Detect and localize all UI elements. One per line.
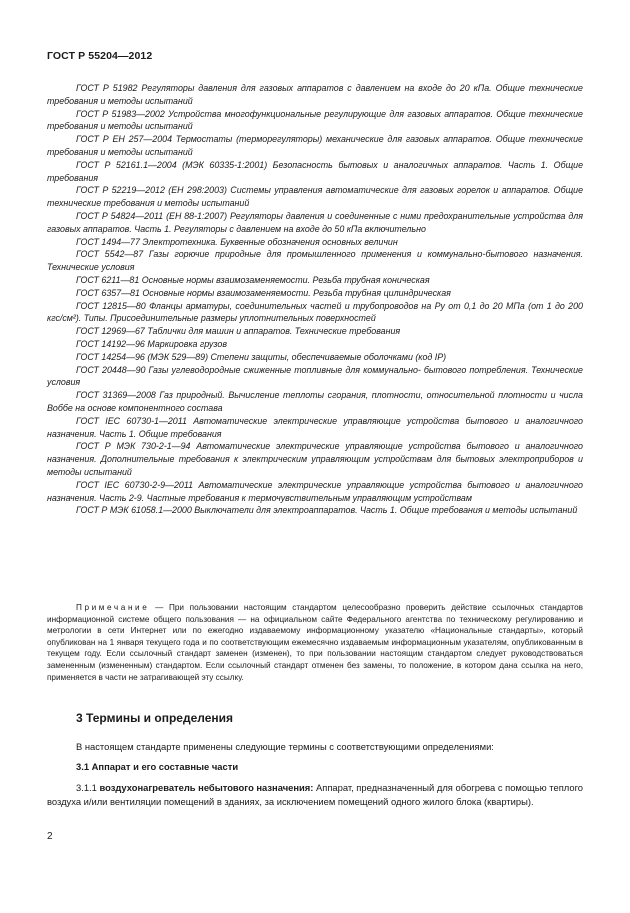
note-paragraph <box>47 602 583 683</box>
term-name: воздухонагреватель небытового назначения: <box>99 782 314 793</box>
reference-item: ГОСТ Р 54824—2011 (ЕН 88-1:2007) Регуляторы давления и соединенные с ними предохранительные устройства для газовых аппаратов. Часть 1. Регуляторы с давлением на входе до 50 кПа включительно <box>47 210 583 234</box>
reference-item: ГОСТ 5542—87 Газы горючие природные для промышленного применения и коммунально-бытового назначения. Технические условия <box>47 249 583 273</box>
normative-references-list <box>47 82 583 517</box>
reference-item: ГОСТ Р МЭК 61058.1—2000 Выключатели для электроаппаратов. Часть 1. Общие требования и методы испытаний <box>76 505 578 516</box>
document-header: ГОСТ Р 55204—2012 <box>47 50 153 62</box>
reference-item: ГОСТ 12815—80 Фланцы арматуры, соединительных частей и трубопроводов на Pу от 0,1 до 20 МПа (от 1 до 200 кгс/см²). Типы. Присоединительные размеры уплотнительных поверхностей <box>47 300 583 324</box>
page-number: 2 <box>47 831 53 842</box>
reference-item: ГОСТ Р 51982 Регуляторы давления для газовых аппаратов с давлением на входе до 20 кПа. Общие технические требования и методы испытаний <box>47 83 583 106</box>
reference-item: ГОСТ 1494—77 Электротехника. Буквенные обозначения основных величин <box>76 236 398 247</box>
subsection-title: 3.1 Аппарат и его составные части <box>76 761 239 772</box>
reference-item: ГОСТ 6357—81 Основные нормы взаимозаменяемости. Резьба трубная цилиндрическая <box>76 287 451 298</box>
reference-item: ГОСТ 6211—81 Основные нормы взаимозаменяемости. Резьба трубная коническая <box>76 274 430 285</box>
note-text: — При пользовании настоящим стандартом целесообразно проверить действие ссылочных стандартов информационной системе общего пользования — на официальном сайте Федерального агентства по техническому регулированию и метрологии в сети Интернет или по ежегодно издаваемому информационному указателю «Национальные стандарты», который опубликован на 1 января текущего года и по соответствующим ежемесячно издаваемым информационным указателям, опубликованным в текущем году. Если ссылочный стандарт заменен (изменен), то при пользовании настоящим стандартом следует руководствоваться замененным (измененным) стандартом. Если ссылочный стандарт отменен без замены, то положение, в котором дана ссылка на него, применяется в части не затрагивающей эту ссылку. <box>47 603 583 682</box>
term-number: 3.1.1 <box>76 782 97 793</box>
term-definition <box>47 781 583 809</box>
reference-item: ГОСТ Р 51983—2002 Устройства многофункциональные регулирующие для газовых аппаратов. Общие технические требования и методы испытаний <box>47 108 583 132</box>
reference-item: ГОСТ 12969—67 Таблички для машин и аппаратов. Технические требования <box>76 326 401 337</box>
reference-item: ГОСТ IEC 60730-2-9—2011 Автоматические электрические управляющие устройства бытового и аналогичного назначения. Часть 2-9. Частные требования к термочувствительным управляющим устройствам <box>47 479 583 503</box>
reference-item: ГОСТ 14254—96 (МЭК 529—89) Степени защиты, обеспечиваемые оболочками (код IP) <box>76 351 447 362</box>
reference-item: ГОСТ Р 52219—2012 (ЕН 298:2003) Системы управления автоматические для газовых горелок и аппаратов. Общие технические требования и методы испытаний <box>47 185 583 209</box>
reference-item: ГОСТ Р МЭК 730-2-1—94 Автоматические электрические управляющие устройства бытового и аналогичного назначения. Дополнительные требования к электрическим управляющим устройствам для бытовых электроприборов и методы испытаний <box>47 441 583 477</box>
note-label: Примечание <box>76 603 150 612</box>
section-title: 3 Термины и определения <box>76 711 234 725</box>
reference-item: ГОСТ Р ЕН 257—2004 Термостаты (терморегуляторы) механические для газовых аппаратов. Общие технические требования и методы испытаний <box>47 134 583 157</box>
reference-item: ГОСТ 20448—90 Газы углеводородные сжиженные топливные для коммунально- бытового потребления. Технические условия <box>47 364 583 388</box>
reference-item: ГОСТ IEC 60730-1—2011 Автоматические электрические управляющие устройства бытового и аналогичного назначения. Часть 1. Общие требования <box>47 415 583 439</box>
reference-item: ГОСТ 14192—96 Маркировка грузов <box>76 338 227 349</box>
reference-item: ГОСТ Р 52161.1—2004 (МЭК 60335-1:2001) Безопасность бытовых и аналогичных аппаратов. Часть 1. Общие требования <box>47 159 583 183</box>
term-text: Аппарат, предназначенный для обогрева с помощью теплого воздуха и/или вентиляции помещений в зданиях, за исключением помещений одного жилого блока (квартиры). <box>47 782 583 807</box>
reference-item: ГОСТ 31369—2008 Газ природный. Вычисление теплоты сгорания, плотности, относительной плотности и числа Воббе на основе компонентного состава <box>47 390 583 413</box>
section-intro: В настоящем стандарте применены следующие термины с соответствующими определениями: <box>76 741 494 752</box>
